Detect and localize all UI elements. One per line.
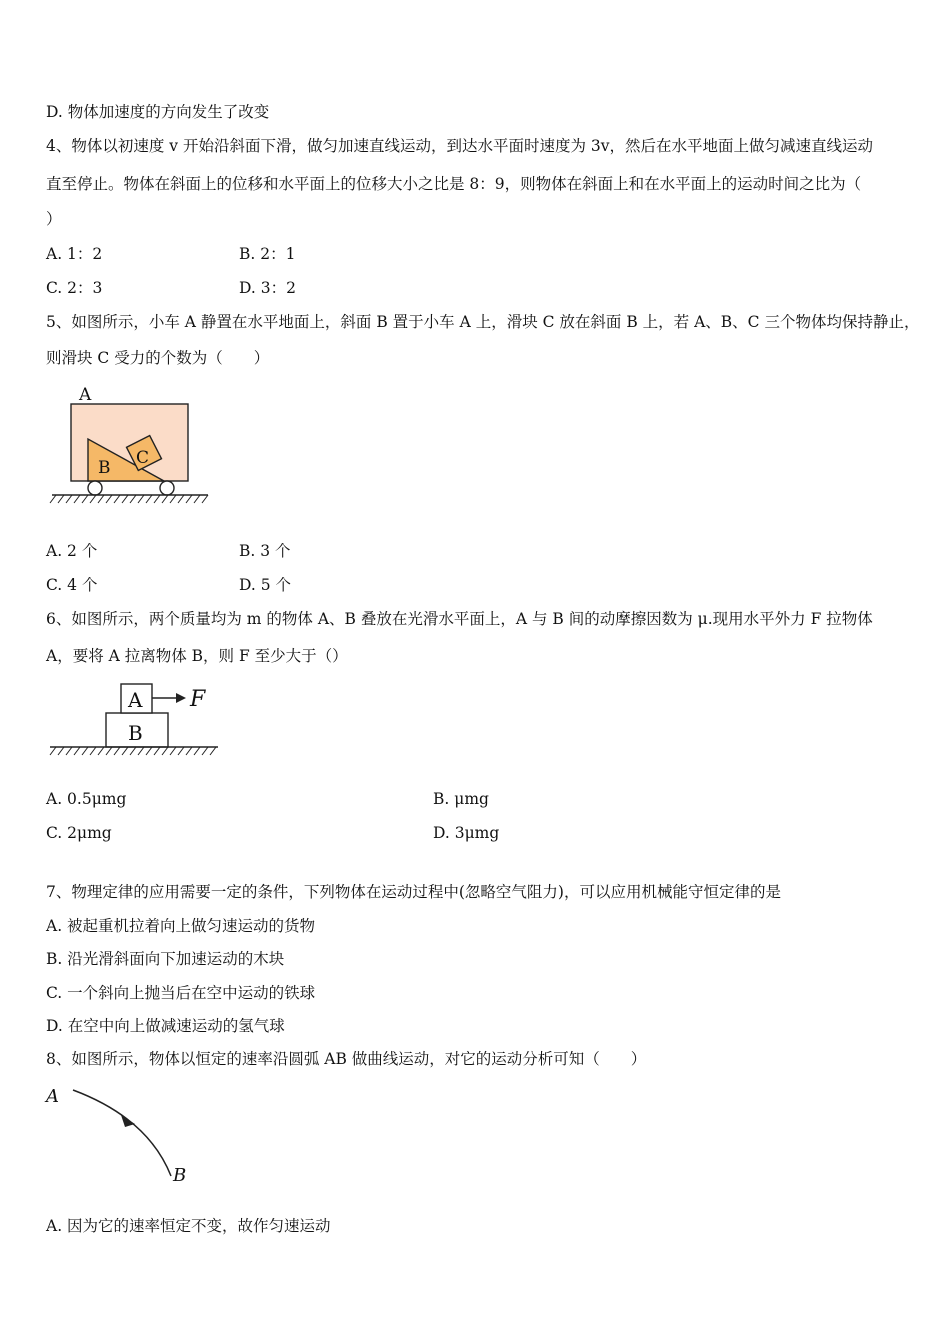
q5-stem-line-1: 5、如图所示，小车 A 静置在水平地面上，斜面 B 置于小车 A 上，滑块 C 放在斜面 B 上，若 A、B、C 三个物体均保持静止，: [46, 313, 920, 331]
q4-stem-line-2: 直至停止。物体在斜面上的位移和水平面上的位移大小之比是 8：9，则物体在斜面上和在水平面上的运动时间之比为（: [46, 175, 862, 193]
q4-option-c: C. 2：3: [46, 279, 103, 297]
q7-stem-line-1: 7、物理定律的应用需要一定的条件，下列物体在运动过程中(忽略空气阻力)，可以应用机械能守恒定律的是: [46, 883, 781, 901]
q6-option-d: D. 3μmg: [433, 824, 500, 842]
label-block-a: A: [128, 688, 143, 712]
arc-ab: [73, 1090, 171, 1176]
q6-stem-line-1: 6、如图所示，两个质量均为 m 的物体 A、B 叠放在光滑水平面上，A 与 B 间的动摩擦因数为 μ.现用水平外力 F 拉物体: [46, 610, 873, 628]
right-wheel: [160, 481, 174, 495]
q6-option-c: C. 2μmg: [46, 824, 112, 842]
stacked-blocks-figure: [46, 680, 222, 760]
arc-direction-arrow: [121, 1115, 135, 1127]
q4-option-b: B. 2：1: [239, 245, 296, 263]
label-point-a: A: [46, 1086, 59, 1107]
q6-stem-line-2: A，要将 A 拉离物体 B，则 F 至少大于（）: [46, 647, 348, 665]
q5-option-a: A. 2 个: [46, 542, 98, 560]
q5-option-d: D. 5 个: [239, 576, 292, 594]
cart-incline-figure: [46, 380, 212, 512]
label-incline-b: B: [98, 458, 111, 478]
q4-stem-line-1: 4、物体以初速度 v 开始沿斜面下滑，做匀加速直线运动，到达水平面时速度为 3v，然后在水平地面上做匀减速直线运动: [46, 137, 874, 155]
q8-stem-line-1: 8、如图所示，物体以恒定的速率沿圆弧 AB 做曲线运动，对它的运动分析可知（ ）: [46, 1050, 647, 1068]
q5-option-c: C. 4 个: [46, 576, 98, 594]
q8-option-a: A. 因为它的速率恒定不变，故作匀速运动: [46, 1217, 331, 1235]
q5-option-b: B. 3 个: [239, 542, 291, 560]
force-arrow-head: [176, 693, 186, 703]
q4-option-d: D. 3：2: [239, 279, 296, 297]
q7-option-d: D. 在空中向上做减速运动的氢气球: [46, 1017, 285, 1035]
label-point-b: B: [173, 1165, 187, 1186]
q7-option-a: A. 被起重机拉着向上做匀速运动的货物: [46, 917, 316, 935]
q5-stem-line-2: 则滑块 C 受力的个数为（ ）: [46, 349, 270, 367]
q7-option-c: C. 一个斜向上抛当后在空中运动的铁球: [46, 984, 316, 1002]
q4-option-a: A. 1：2: [46, 245, 103, 263]
q7-option-b: B. 沿光滑斜面向下加速运动的木块: [46, 950, 285, 968]
q6-option-b: B. μmg: [433, 790, 489, 808]
label-cart-a: A: [79, 385, 92, 405]
q3-option-d: D. 物体加速度的方向发生了改变: [46, 103, 270, 121]
arc-motion-figure: [40, 1080, 200, 1190]
label-block-b: B: [128, 721, 143, 745]
label-block-c: C: [136, 448, 150, 468]
q6-option-a: A. 0.5μmg: [46, 790, 127, 808]
q4-stem-line-3: ）: [46, 210, 62, 228]
label-force-f: F: [190, 687, 206, 712]
left-wheel: [88, 481, 102, 495]
